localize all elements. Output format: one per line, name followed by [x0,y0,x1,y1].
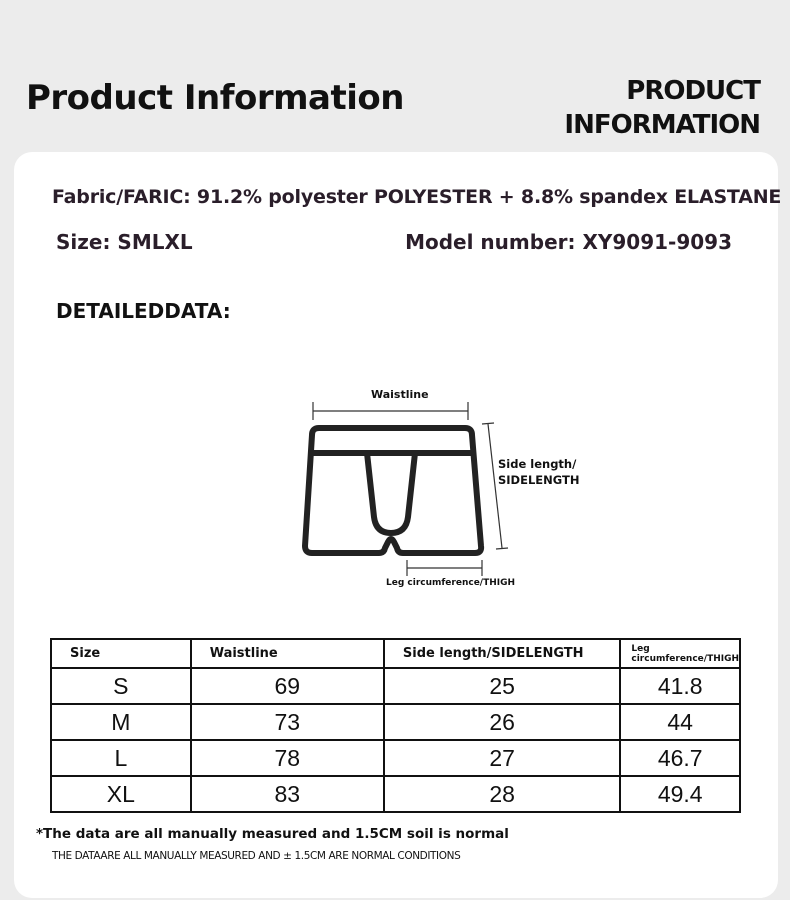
cell-size: S [51,668,191,704]
cell-side-length: 28 [384,776,620,812]
cell-waistline: 78 [191,740,384,776]
header-side-length: Side length/SIDELENGTH [384,639,620,668]
cell-side-length: 27 [384,740,620,776]
side-length-label-2: SIDELENGTH [498,473,580,487]
page-title: Product Information [26,78,404,118]
side-length-label-1: Side length/ [498,457,577,471]
cell-leg-circumference: 44 [620,704,740,740]
cell-size: M [51,704,191,740]
table-row [51,704,740,740]
table-row [51,668,740,704]
fabric-text: Fabric/FARIC: 91.2% polyester POLYESTER + 8.8% spandex ELASTANE [52,186,782,208]
leg-circumference-dimension [407,560,482,576]
table-row [51,776,740,812]
cell-leg-circumference: 46.7 [620,740,740,776]
cell-size: XL [51,776,191,812]
size-table [50,638,741,813]
model-number-text: Model number: XY9091-9093 [405,230,732,254]
cell-side-length: 26 [384,704,620,740]
cell-waistline: 69 [191,668,384,704]
detailed-data-heading: DETAILEDDATA: [56,299,231,323]
leg-circumference-label: Leg circumference/THIGH [386,578,516,588]
header-size: Size [51,639,191,668]
table-header-row [51,639,740,668]
measurement-note-uppercase: THE DATAARE ALL MANUALLY MEASURED AND ± 1.5CM ARE NORMAL CONDITIONS [52,850,461,862]
page-title-right [564,74,760,142]
size-text: Size: SMLXL [56,230,193,254]
measurement-diagram [290,380,610,595]
page-title-right-line1: PRODUCT [626,76,760,106]
header-leg-circumference: Leg circumference/THIGH [620,639,740,668]
cell-size: L [51,740,191,776]
table-row [51,740,740,776]
header-waistline: Waistline [191,639,384,668]
cell-leg-circumference: 41.8 [620,668,740,704]
cell-waistline: 83 [191,776,384,812]
cell-side-length: 25 [384,668,620,704]
cell-leg-circumference: 49.4 [620,776,740,812]
page-title-right-line2: INFORMATION [564,110,760,140]
waistline-dimension [313,402,468,420]
measurement-note: *The data are all manually measured and 1.5CM soil is normal [36,826,509,842]
waistline-label: Waistline [371,388,429,401]
cell-waistline: 73 [191,704,384,740]
boxer-outline-icon [305,428,481,553]
